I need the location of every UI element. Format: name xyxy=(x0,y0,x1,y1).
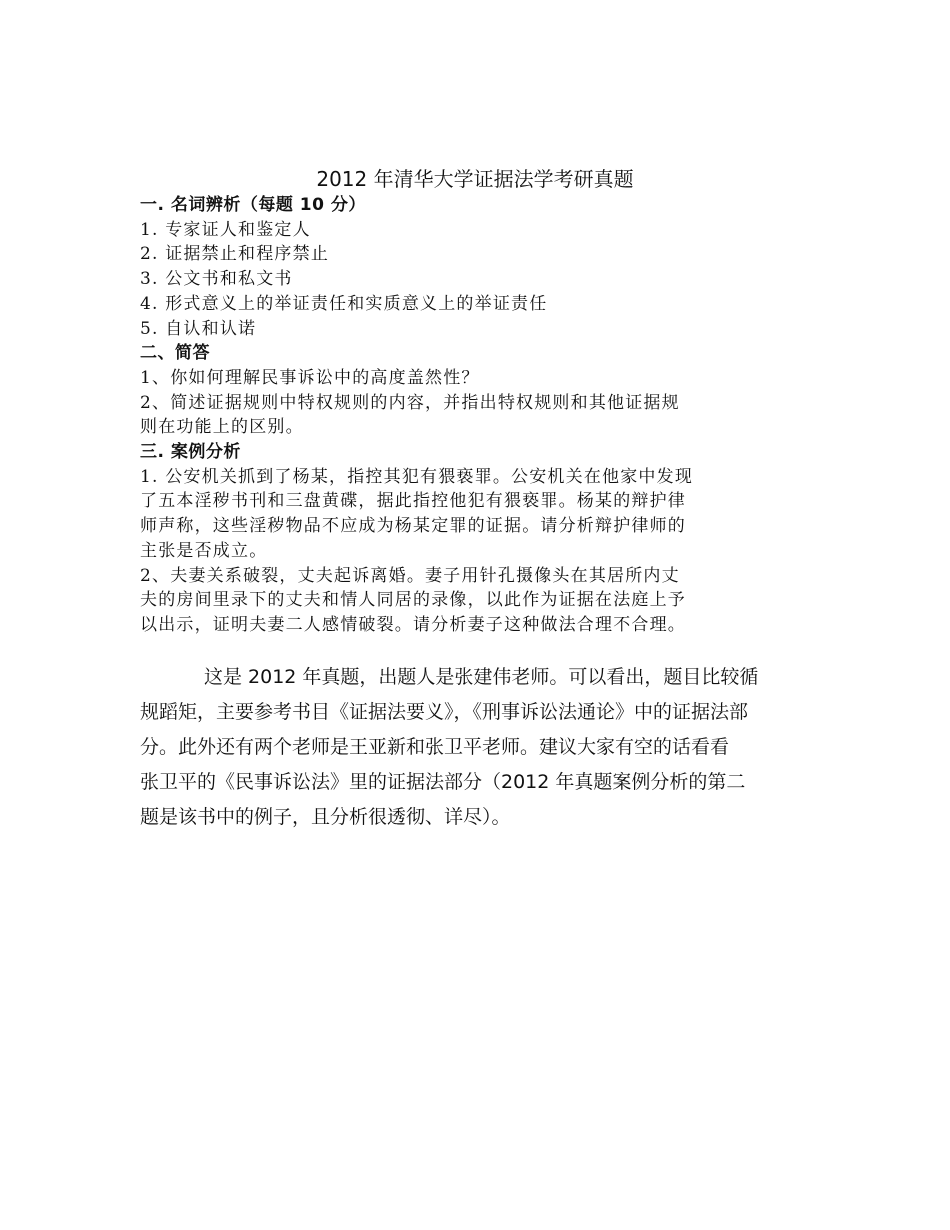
case-analysis-line: 2、夫妻关系破裂，丈夫起诉离婚。妻子用针孔摄像头在其居所内丈 xyxy=(140,565,680,586)
commentary-line: 分。此外还有两个老师是王亚新和张卫平老师。建议大家有空的话看看 xyxy=(140,736,730,758)
commentary-line: 规蹈矩，主要参考书目《证据法要义》，《刑事诉讼法通论》中的证据法部 xyxy=(140,701,749,723)
short-answer-line: 则在功能上的区别。 xyxy=(140,417,304,438)
short-answer-line: 2、简述证据规则中特权规则的内容，并指出特权规则和其他证据规 xyxy=(140,392,680,413)
section-heading-terms: 一. 名词辨析（每题 10 分） xyxy=(140,195,366,215)
commentary-line: 张卫平的《民事诉讼法》里的证据法部分（2012 年真题案例分析的第二 xyxy=(140,771,746,793)
commentary-paragraph xyxy=(140,660,820,835)
term-item: 2. 证据禁止和程序禁止 xyxy=(140,244,330,265)
commentary-line: 这是 2012 年真题，出题人是张建伟老师。可以看出，题目比较循 xyxy=(204,666,759,688)
commentary-line: 题是该书中的例子，且分析很透彻、详尽）。 xyxy=(140,806,511,828)
term-item: 5. 自认和认诺 xyxy=(140,318,257,339)
case-analysis-line: 以出示，证明夫妻二人感情破裂。请分析妻子这种做法合理不合理。 xyxy=(140,614,686,635)
term-item: 3. 公文书和私文书 xyxy=(140,269,293,290)
section-heading-short-answer: 二、简答 xyxy=(140,343,210,364)
term-item: 4. 形式意义上的举证责任和实质意义上的举证责任 xyxy=(140,293,548,314)
case-analysis-line: 主张是否成立。 xyxy=(140,540,268,561)
case-analysis-line: 师声称，这些淫秽物品不应成为杨某定罪的证据。请分析辩护律师的 xyxy=(140,516,686,537)
section-heading-case-analysis: 三. 案例分析 xyxy=(140,442,241,463)
document-title: 2012 年清华大学证据法学考研真题 xyxy=(316,167,634,191)
exam-questions xyxy=(140,193,820,638)
term-item: 1. 专家证人和鉴定人 xyxy=(140,219,311,240)
case-analysis-line: 夫的房间里录下的丈夫和情人同居的录像，以此作为证据在法庭上予 xyxy=(140,590,686,611)
case-analysis-line: 1. 公安机关抓到了杨某，指控其犯有猥亵罪。公安机关在他家中发现 xyxy=(140,466,694,487)
short-answer-line: 1、你如何理解民事诉讼中的高度盖然性？ xyxy=(140,367,480,388)
case-analysis-line: 了五本淫秽书刊和三盘黄碟，据此指控他犯有猥亵罪。杨某的辩护律 xyxy=(140,491,686,512)
